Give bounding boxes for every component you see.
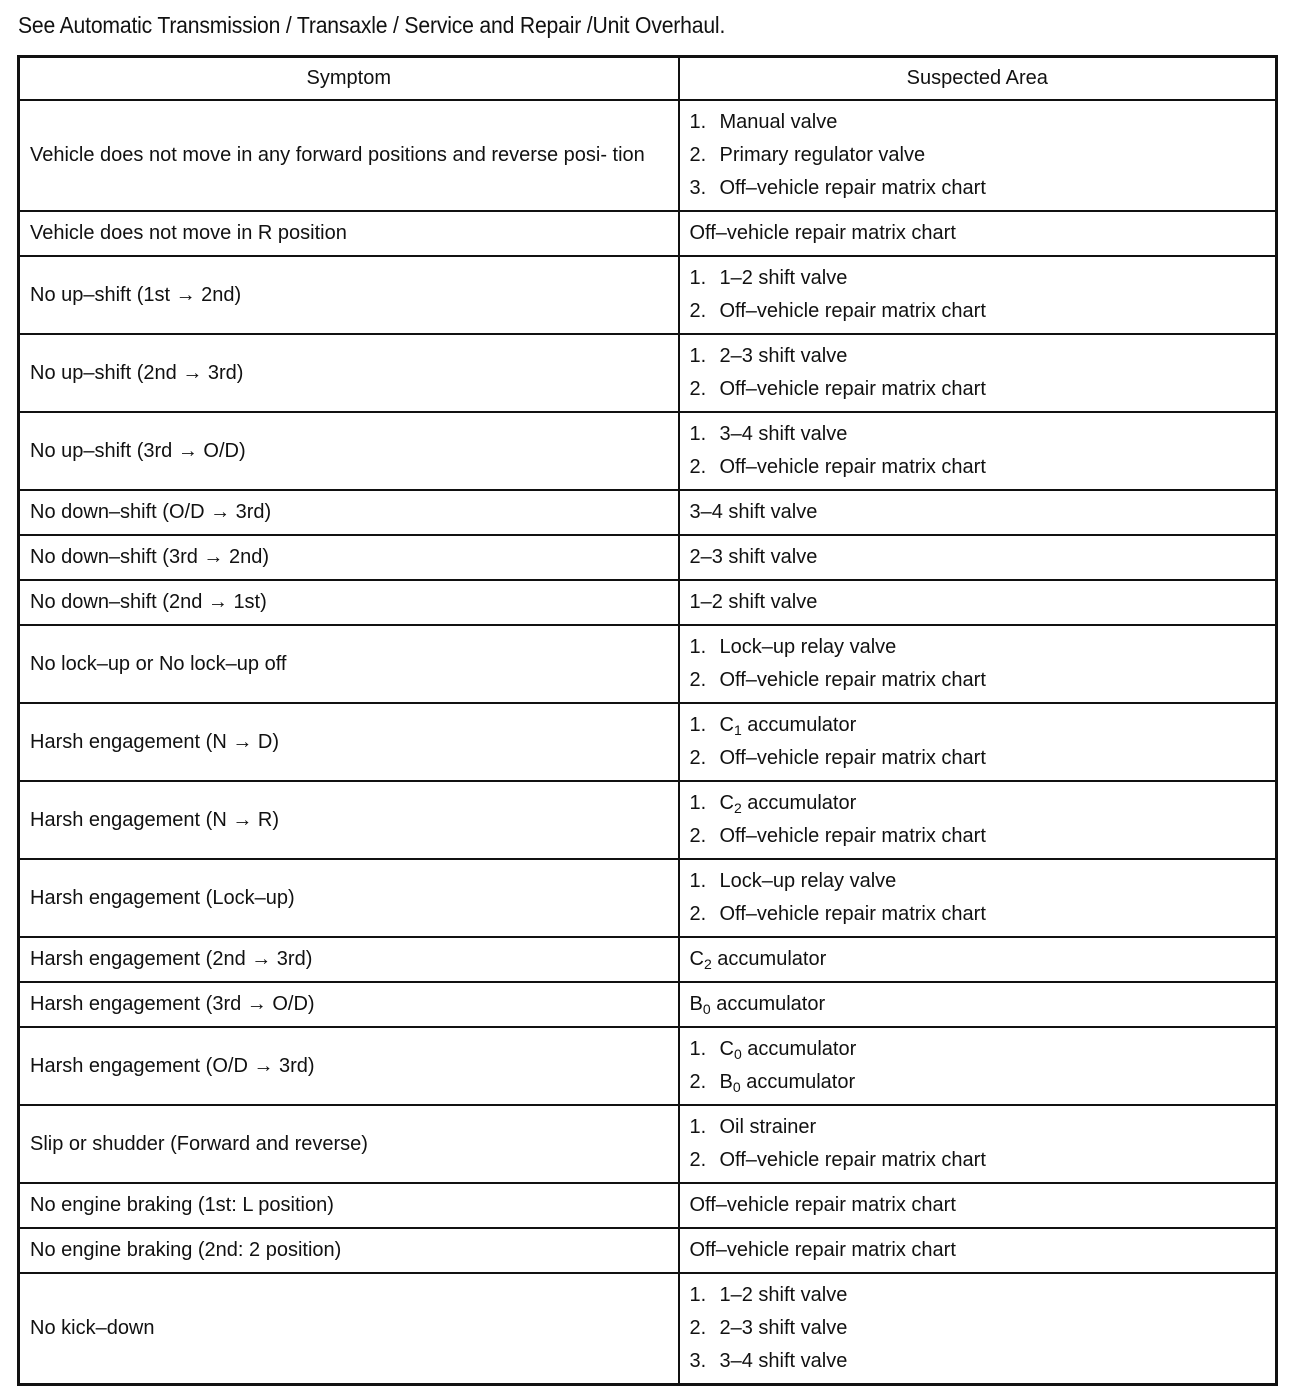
list-item bbox=[690, 451, 1266, 484]
list-item bbox=[690, 898, 1266, 931]
item-label: 3–4 shift valve bbox=[719, 1350, 848, 1372]
item-text bbox=[720, 787, 857, 820]
symptom-text: No up–shift (2nd → 3rd) bbox=[30, 361, 244, 384]
item-text bbox=[720, 418, 848, 451]
suspected-area-list bbox=[690, 1111, 1266, 1177]
list-item bbox=[690, 106, 1266, 139]
item-label: 3–4 shift valve bbox=[719, 423, 848, 445]
table-header-row bbox=[19, 57, 1277, 101]
list-item bbox=[690, 586, 1266, 619]
suspected-area-list bbox=[690, 865, 1266, 931]
table-row bbox=[19, 1027, 1277, 1105]
suspected-area-cell bbox=[679, 859, 1277, 937]
table-row bbox=[19, 211, 1277, 256]
list-item bbox=[690, 631, 1266, 664]
table-row bbox=[19, 1273, 1277, 1385]
item-number: 1. bbox=[689, 714, 707, 736]
suspected-area-list bbox=[690, 106, 1266, 205]
item-label: 3–4 shift valve bbox=[689, 501, 818, 523]
symptom-cell bbox=[19, 1228, 679, 1273]
item-text bbox=[720, 106, 838, 139]
item-text bbox=[720, 139, 926, 172]
suspected-area-list bbox=[690, 217, 1266, 250]
suspected-area-list bbox=[690, 1279, 1266, 1378]
item-subscript: 0 bbox=[732, 1079, 741, 1095]
item-text bbox=[720, 262, 848, 295]
table-row bbox=[19, 781, 1277, 859]
list-item bbox=[690, 1345, 1266, 1378]
item-label: Off–vehicle repair matrix chart bbox=[719, 903, 986, 925]
item-label-suffix: accumulator bbox=[741, 714, 857, 736]
item-label-suffix: accumulator bbox=[741, 1038, 857, 1060]
list-item bbox=[690, 664, 1266, 697]
item-label: Off–vehicle repair matrix chart bbox=[719, 456, 986, 478]
symptom-cell bbox=[19, 703, 679, 781]
item-number: 2. bbox=[689, 1317, 707, 1339]
item-label-suffix: accumulator bbox=[711, 948, 827, 970]
item-label: 1–2 shift valve bbox=[719, 267, 848, 289]
item-text bbox=[720, 172, 986, 205]
list-item bbox=[690, 1312, 1266, 1345]
suspected-area-cell bbox=[679, 580, 1277, 625]
item-number: 1. bbox=[689, 1116, 707, 1138]
item-label: Off–vehicle repair matrix chart bbox=[719, 378, 986, 400]
item-text bbox=[690, 496, 818, 529]
item-number: 1. bbox=[689, 345, 707, 367]
suspected-area-cell bbox=[679, 937, 1277, 982]
item-number: 2. bbox=[689, 825, 707, 847]
item-label: C bbox=[719, 792, 734, 814]
item-label: Off–vehicle repair matrix chart bbox=[689, 1194, 956, 1216]
item-text bbox=[690, 217, 956, 250]
suspected-area-cell bbox=[679, 781, 1277, 859]
item-subscript: 2 bbox=[733, 800, 742, 816]
symptom-cell bbox=[19, 535, 679, 580]
suspected-area-list bbox=[690, 709, 1266, 775]
column-header-suspected-area: Suspected Area bbox=[679, 57, 1277, 101]
symptom-cell bbox=[19, 256, 679, 334]
item-text bbox=[690, 541, 818, 574]
item-label: B bbox=[719, 1071, 733, 1093]
item-text bbox=[720, 1066, 856, 1099]
symptom-text: Vehicle does not move in any forward positions and reverse posi- tion bbox=[30, 144, 645, 166]
item-number: 2. bbox=[689, 1149, 707, 1171]
symptom-text: No lock–up or No lock–up off bbox=[30, 652, 287, 675]
item-text bbox=[690, 586, 818, 619]
item-subscript: 0 bbox=[702, 1001, 711, 1017]
list-item bbox=[690, 1234, 1266, 1267]
table-row bbox=[19, 703, 1277, 781]
list-item bbox=[690, 1033, 1266, 1066]
symptom-text: Harsh engagement (2nd → 3rd) bbox=[30, 948, 313, 970]
symptom-cell bbox=[19, 490, 679, 535]
suspected-area-cell bbox=[679, 1228, 1277, 1273]
suspected-area-cell bbox=[679, 982, 1277, 1027]
symptom-cell bbox=[19, 334, 679, 412]
suspected-area-cell bbox=[679, 412, 1277, 490]
item-text bbox=[720, 709, 857, 742]
item-number: 2. bbox=[689, 903, 707, 925]
suspected-area-cell bbox=[679, 211, 1277, 256]
list-item bbox=[690, 1111, 1266, 1144]
item-text bbox=[720, 1345, 848, 1378]
item-label: B bbox=[689, 993, 703, 1015]
item-number: 1. bbox=[689, 1284, 707, 1306]
item-text bbox=[720, 340, 848, 373]
table-row bbox=[19, 937, 1277, 982]
item-text bbox=[720, 451, 986, 484]
table-row bbox=[19, 535, 1277, 580]
item-number: 1. bbox=[689, 423, 707, 445]
item-text bbox=[720, 1033, 857, 1066]
list-item bbox=[690, 373, 1266, 406]
column-header-symptom: Symptom bbox=[19, 57, 679, 101]
list-item bbox=[690, 295, 1266, 328]
symptom-text: No down–shift (3rd → 2nd) bbox=[30, 546, 270, 568]
list-item bbox=[690, 1144, 1266, 1177]
list-item bbox=[690, 139, 1266, 172]
symptom-cell bbox=[19, 1273, 679, 1385]
suspected-area-cell bbox=[679, 1273, 1277, 1385]
item-text bbox=[720, 295, 986, 328]
suspected-area-list bbox=[690, 631, 1266, 697]
item-number: 2. bbox=[689, 300, 707, 322]
item-label: 1–2 shift valve bbox=[719, 1284, 848, 1306]
symptom-text: Vehicle does not move in R position bbox=[30, 222, 347, 244]
symptom-cell bbox=[19, 781, 679, 859]
item-text bbox=[690, 1234, 956, 1267]
item-text bbox=[720, 373, 986, 406]
table-row bbox=[19, 625, 1277, 703]
table-row bbox=[19, 580, 1277, 625]
item-text bbox=[720, 1144, 986, 1177]
symptom-text: No down–shift (2nd → 1st) bbox=[30, 591, 267, 613]
symptom-text: Harsh engagement (Lock–up) bbox=[30, 886, 295, 909]
symptom-cell bbox=[19, 1183, 679, 1228]
item-text bbox=[690, 943, 827, 976]
item-number: 1. bbox=[689, 1038, 707, 1060]
item-number: 2. bbox=[689, 1071, 707, 1093]
table-row bbox=[19, 490, 1277, 535]
suspected-area-cell bbox=[679, 1105, 1277, 1183]
item-subscript: 1 bbox=[733, 722, 742, 738]
symptom-cell bbox=[19, 100, 679, 211]
suspected-area-cell bbox=[679, 535, 1277, 580]
suspected-area-list bbox=[690, 496, 1266, 529]
symptom-text: Harsh engagement (N → R) bbox=[30, 808, 279, 831]
item-label: Primary regulator valve bbox=[719, 144, 926, 166]
list-item bbox=[690, 1189, 1266, 1222]
symptom-text: Harsh engagement (N → D) bbox=[30, 730, 279, 753]
symptom-text: No engine braking (2nd: 2 position) bbox=[30, 1239, 342, 1261]
symptom-cell bbox=[19, 211, 679, 256]
symptom-cell bbox=[19, 1105, 679, 1183]
item-number: 1. bbox=[689, 267, 707, 289]
suspected-area-list bbox=[690, 262, 1266, 328]
suspected-area-list bbox=[690, 943, 1266, 976]
item-text bbox=[690, 1189, 956, 1222]
suspected-area-list bbox=[690, 586, 1266, 619]
list-item bbox=[690, 340, 1266, 373]
item-label: Manual valve bbox=[719, 111, 838, 133]
table-row bbox=[19, 859, 1277, 937]
list-item bbox=[690, 418, 1266, 451]
item-text bbox=[690, 988, 826, 1021]
suspected-area-list bbox=[690, 1033, 1266, 1099]
item-text bbox=[720, 865, 897, 898]
item-number: 2. bbox=[689, 669, 707, 691]
symptom-text: Harsh engagement (O/D → 3rd) bbox=[30, 1054, 315, 1077]
suspected-area-cell bbox=[679, 334, 1277, 412]
item-label: Lock–up relay valve bbox=[719, 636, 897, 658]
item-text bbox=[720, 742, 986, 775]
table-row bbox=[19, 1105, 1277, 1183]
item-label-suffix: accumulator bbox=[710, 993, 826, 1015]
table-row bbox=[19, 256, 1277, 334]
symptom-cell bbox=[19, 937, 679, 982]
suspected-area-cell bbox=[679, 1183, 1277, 1228]
list-item bbox=[690, 943, 1266, 976]
symptom-text: No kick–down bbox=[30, 1317, 155, 1339]
suspected-area-cell bbox=[679, 625, 1277, 703]
table-body bbox=[19, 100, 1277, 1385]
item-label: Off–vehicle repair matrix chart bbox=[719, 747, 986, 769]
suspected-area-list bbox=[690, 418, 1266, 484]
table-row bbox=[19, 982, 1277, 1027]
item-label: Off–vehicle repair matrix chart bbox=[719, 1149, 986, 1171]
symptom-text: Harsh engagement (3rd → O/D) bbox=[30, 993, 315, 1015]
suspected-area-cell bbox=[679, 1027, 1277, 1105]
item-text bbox=[720, 820, 986, 853]
item-number: 3. bbox=[689, 1350, 707, 1372]
item-label: Off–vehicle repair matrix chart bbox=[719, 825, 986, 847]
item-number: 2. bbox=[689, 378, 707, 400]
suspected-area-list bbox=[690, 988, 1266, 1021]
item-label: 2–3 shift valve bbox=[719, 345, 848, 367]
item-subscript: 2 bbox=[703, 956, 712, 972]
item-number: 1. bbox=[689, 111, 707, 133]
symptom-text: No down–shift (O/D → 3rd) bbox=[30, 501, 272, 523]
symptom-cell bbox=[19, 625, 679, 703]
item-text bbox=[720, 1312, 848, 1345]
symptom-text: Slip or shudder (Forward and reverse) bbox=[30, 1132, 368, 1155]
suspected-area-list bbox=[690, 787, 1266, 853]
list-item bbox=[690, 1066, 1266, 1099]
item-label: 2–3 shift valve bbox=[719, 1317, 848, 1339]
symptom-cell bbox=[19, 1027, 679, 1105]
item-number: 3. bbox=[689, 177, 707, 199]
item-label: Oil strainer bbox=[719, 1116, 817, 1138]
symptom-cell bbox=[19, 412, 679, 490]
symptom-text: No up–shift (1st → 2nd) bbox=[30, 283, 242, 306]
item-label: Lock–up relay valve bbox=[719, 870, 897, 892]
list-item bbox=[690, 787, 1266, 820]
suspected-area-cell bbox=[679, 703, 1277, 781]
item-text bbox=[720, 1279, 848, 1312]
item-label: 2–3 shift valve bbox=[689, 546, 818, 568]
list-item bbox=[690, 262, 1266, 295]
item-label-suffix: accumulator bbox=[740, 1071, 856, 1093]
suspected-area-list bbox=[690, 1189, 1266, 1222]
table-row bbox=[19, 1228, 1277, 1273]
table-row bbox=[19, 412, 1277, 490]
item-text bbox=[720, 664, 986, 697]
list-item bbox=[690, 988, 1266, 1021]
table-row bbox=[19, 100, 1277, 211]
list-item bbox=[690, 709, 1266, 742]
item-subscript: 0 bbox=[733, 1046, 742, 1062]
item-label: C bbox=[689, 948, 704, 970]
item-number: 1. bbox=[689, 870, 707, 892]
item-text bbox=[720, 1111, 817, 1144]
item-label: Off–vehicle repair matrix chart bbox=[719, 669, 986, 691]
item-label: 1–2 shift valve bbox=[689, 591, 818, 613]
list-item bbox=[690, 865, 1266, 898]
item-label: Off–vehicle repair matrix chart bbox=[719, 300, 986, 322]
item-number: 1. bbox=[689, 636, 707, 658]
table-row bbox=[19, 334, 1277, 412]
item-number: 2. bbox=[689, 456, 707, 478]
item-number: 2. bbox=[689, 144, 707, 166]
list-item bbox=[690, 217, 1266, 250]
problem-symptoms-table bbox=[17, 55, 1278, 1386]
item-label: Off–vehicle repair matrix chart bbox=[719, 177, 986, 199]
list-item bbox=[690, 820, 1266, 853]
suspected-area-list bbox=[690, 340, 1266, 406]
list-item bbox=[690, 1279, 1266, 1312]
table-row bbox=[19, 1183, 1277, 1228]
item-number: 1. bbox=[689, 792, 707, 814]
symptom-text: No engine braking (1st: L position) bbox=[30, 1194, 334, 1216]
symptom-cell bbox=[19, 859, 679, 937]
list-item bbox=[690, 496, 1266, 529]
list-item bbox=[690, 742, 1266, 775]
reference-note: See Automatic Transmission / Transaxle / Service and Repair /Unit Overhaul. bbox=[18, 12, 726, 38]
item-label-suffix: accumulator bbox=[741, 792, 857, 814]
suspected-area-list bbox=[690, 1234, 1266, 1267]
item-label: C bbox=[719, 1038, 734, 1060]
item-number: 2. bbox=[689, 747, 707, 769]
item-label: Off–vehicle repair matrix chart bbox=[689, 1239, 956, 1261]
suspected-area-cell bbox=[679, 100, 1277, 211]
list-item bbox=[690, 541, 1266, 574]
list-item bbox=[690, 172, 1266, 205]
item-label: Off–vehicle repair matrix chart bbox=[689, 222, 956, 244]
symptom-cell bbox=[19, 580, 679, 625]
item-label: C bbox=[719, 714, 734, 736]
suspected-area-list bbox=[690, 541, 1266, 574]
item-text bbox=[720, 898, 986, 931]
symptom-cell bbox=[19, 982, 679, 1027]
suspected-area-cell bbox=[679, 490, 1277, 535]
suspected-area-cell bbox=[679, 256, 1277, 334]
symptom-text: No up–shift (3rd → O/D) bbox=[30, 439, 246, 462]
item-text bbox=[720, 631, 897, 664]
